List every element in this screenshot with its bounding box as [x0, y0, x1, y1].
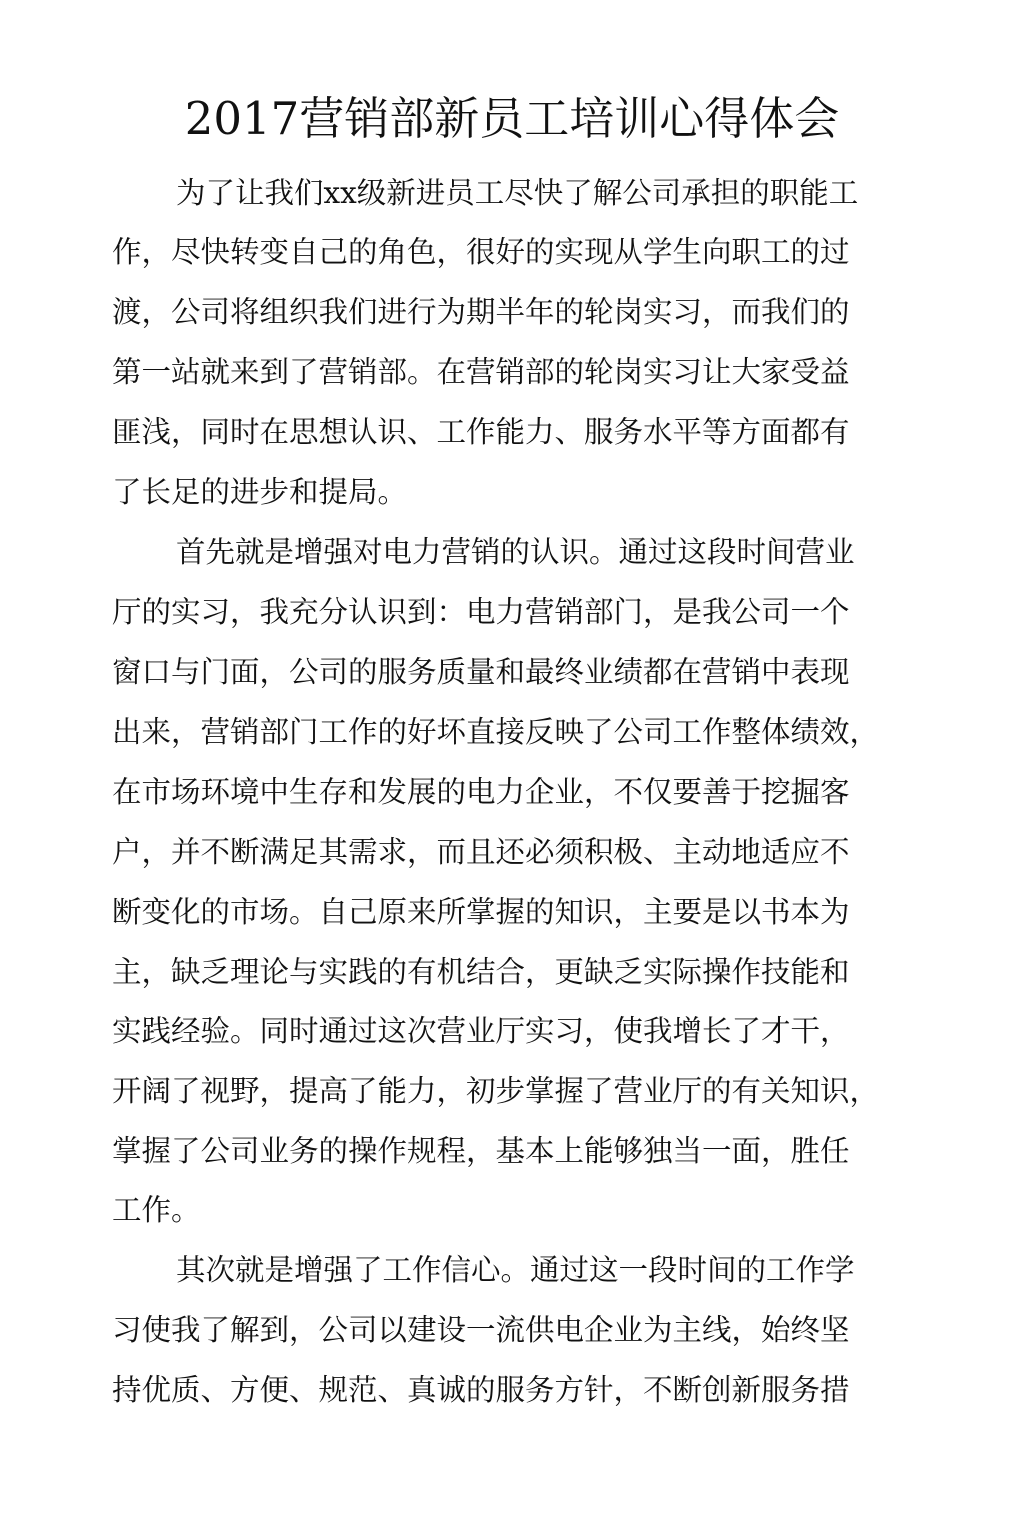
- text-line: 断变化的市场。自己原来所掌握的知识，主要是以书本为: [112, 895, 850, 929]
- text-line: 主，缺乏理论与实践的有机结合，更缺乏实际操作技能和: [112, 955, 850, 989]
- text-line: 在市场环境中生存和发展的电力企业，不仅要善于挖掘客: [112, 775, 850, 809]
- text-line: 了长足的进步和提局。: [112, 475, 408, 509]
- text-line: 首先就是增强对电力营销的认识。通过这段时间营业: [176, 535, 855, 569]
- text-line: 第一站就来到了营销部。在营销部的轮岗实习让大家受益: [112, 355, 850, 389]
- text-line: 持优质、方便、规范、真诚的服务方针，不断创新服务措: [112, 1373, 850, 1407]
- text-line: 为了让我们xx级新进员工尽快了解公司承担的职能工: [176, 176, 859, 210]
- text-line: 作，尽快转变自己的角色，很好的实现从学生向职工的过: [112, 235, 850, 269]
- text-line: 实践经验。同时通过这次营业厅实习，使我增长了才干，: [112, 1014, 850, 1048]
- text-line: 掌握了公司业务的操作规程，基本上能够独当一面，胜任: [112, 1134, 850, 1168]
- text-line: 开阔了视野，提高了能力，初步掌握了营业厅的有关知识，: [112, 1074, 880, 1108]
- text-line: 户，并不断满足其需求，而且还必须积极、主动地适应不: [112, 835, 850, 869]
- text-line: 匪浅，同时在思想认识、工作能力、服务水平等方面都有: [112, 415, 850, 449]
- text-line: 工作。: [112, 1193, 201, 1227]
- document-title: 2017营销部新员工培训心得体会: [184, 92, 840, 145]
- text-line: 其次就是增强了工作信心。通过这一段时间的工作学: [176, 1253, 855, 1287]
- text-line: 出来，营销部门工作的好坏直接反映了公司工作整体绩效，: [112, 715, 880, 749]
- text-line: 窗口与门面，公司的服务质量和最终业绩都在营销中表现: [112, 655, 850, 689]
- text-line: 习使我了解到，公司以建设一流供电企业为主线，始终坚: [112, 1313, 850, 1347]
- text-line: 渡，公司将组织我们进行为期半年的轮岗实习，而我们的: [112, 295, 850, 329]
- text-line: 厅的实习，我充分认识到：电力营销部门，是我公司一个: [112, 595, 850, 629]
